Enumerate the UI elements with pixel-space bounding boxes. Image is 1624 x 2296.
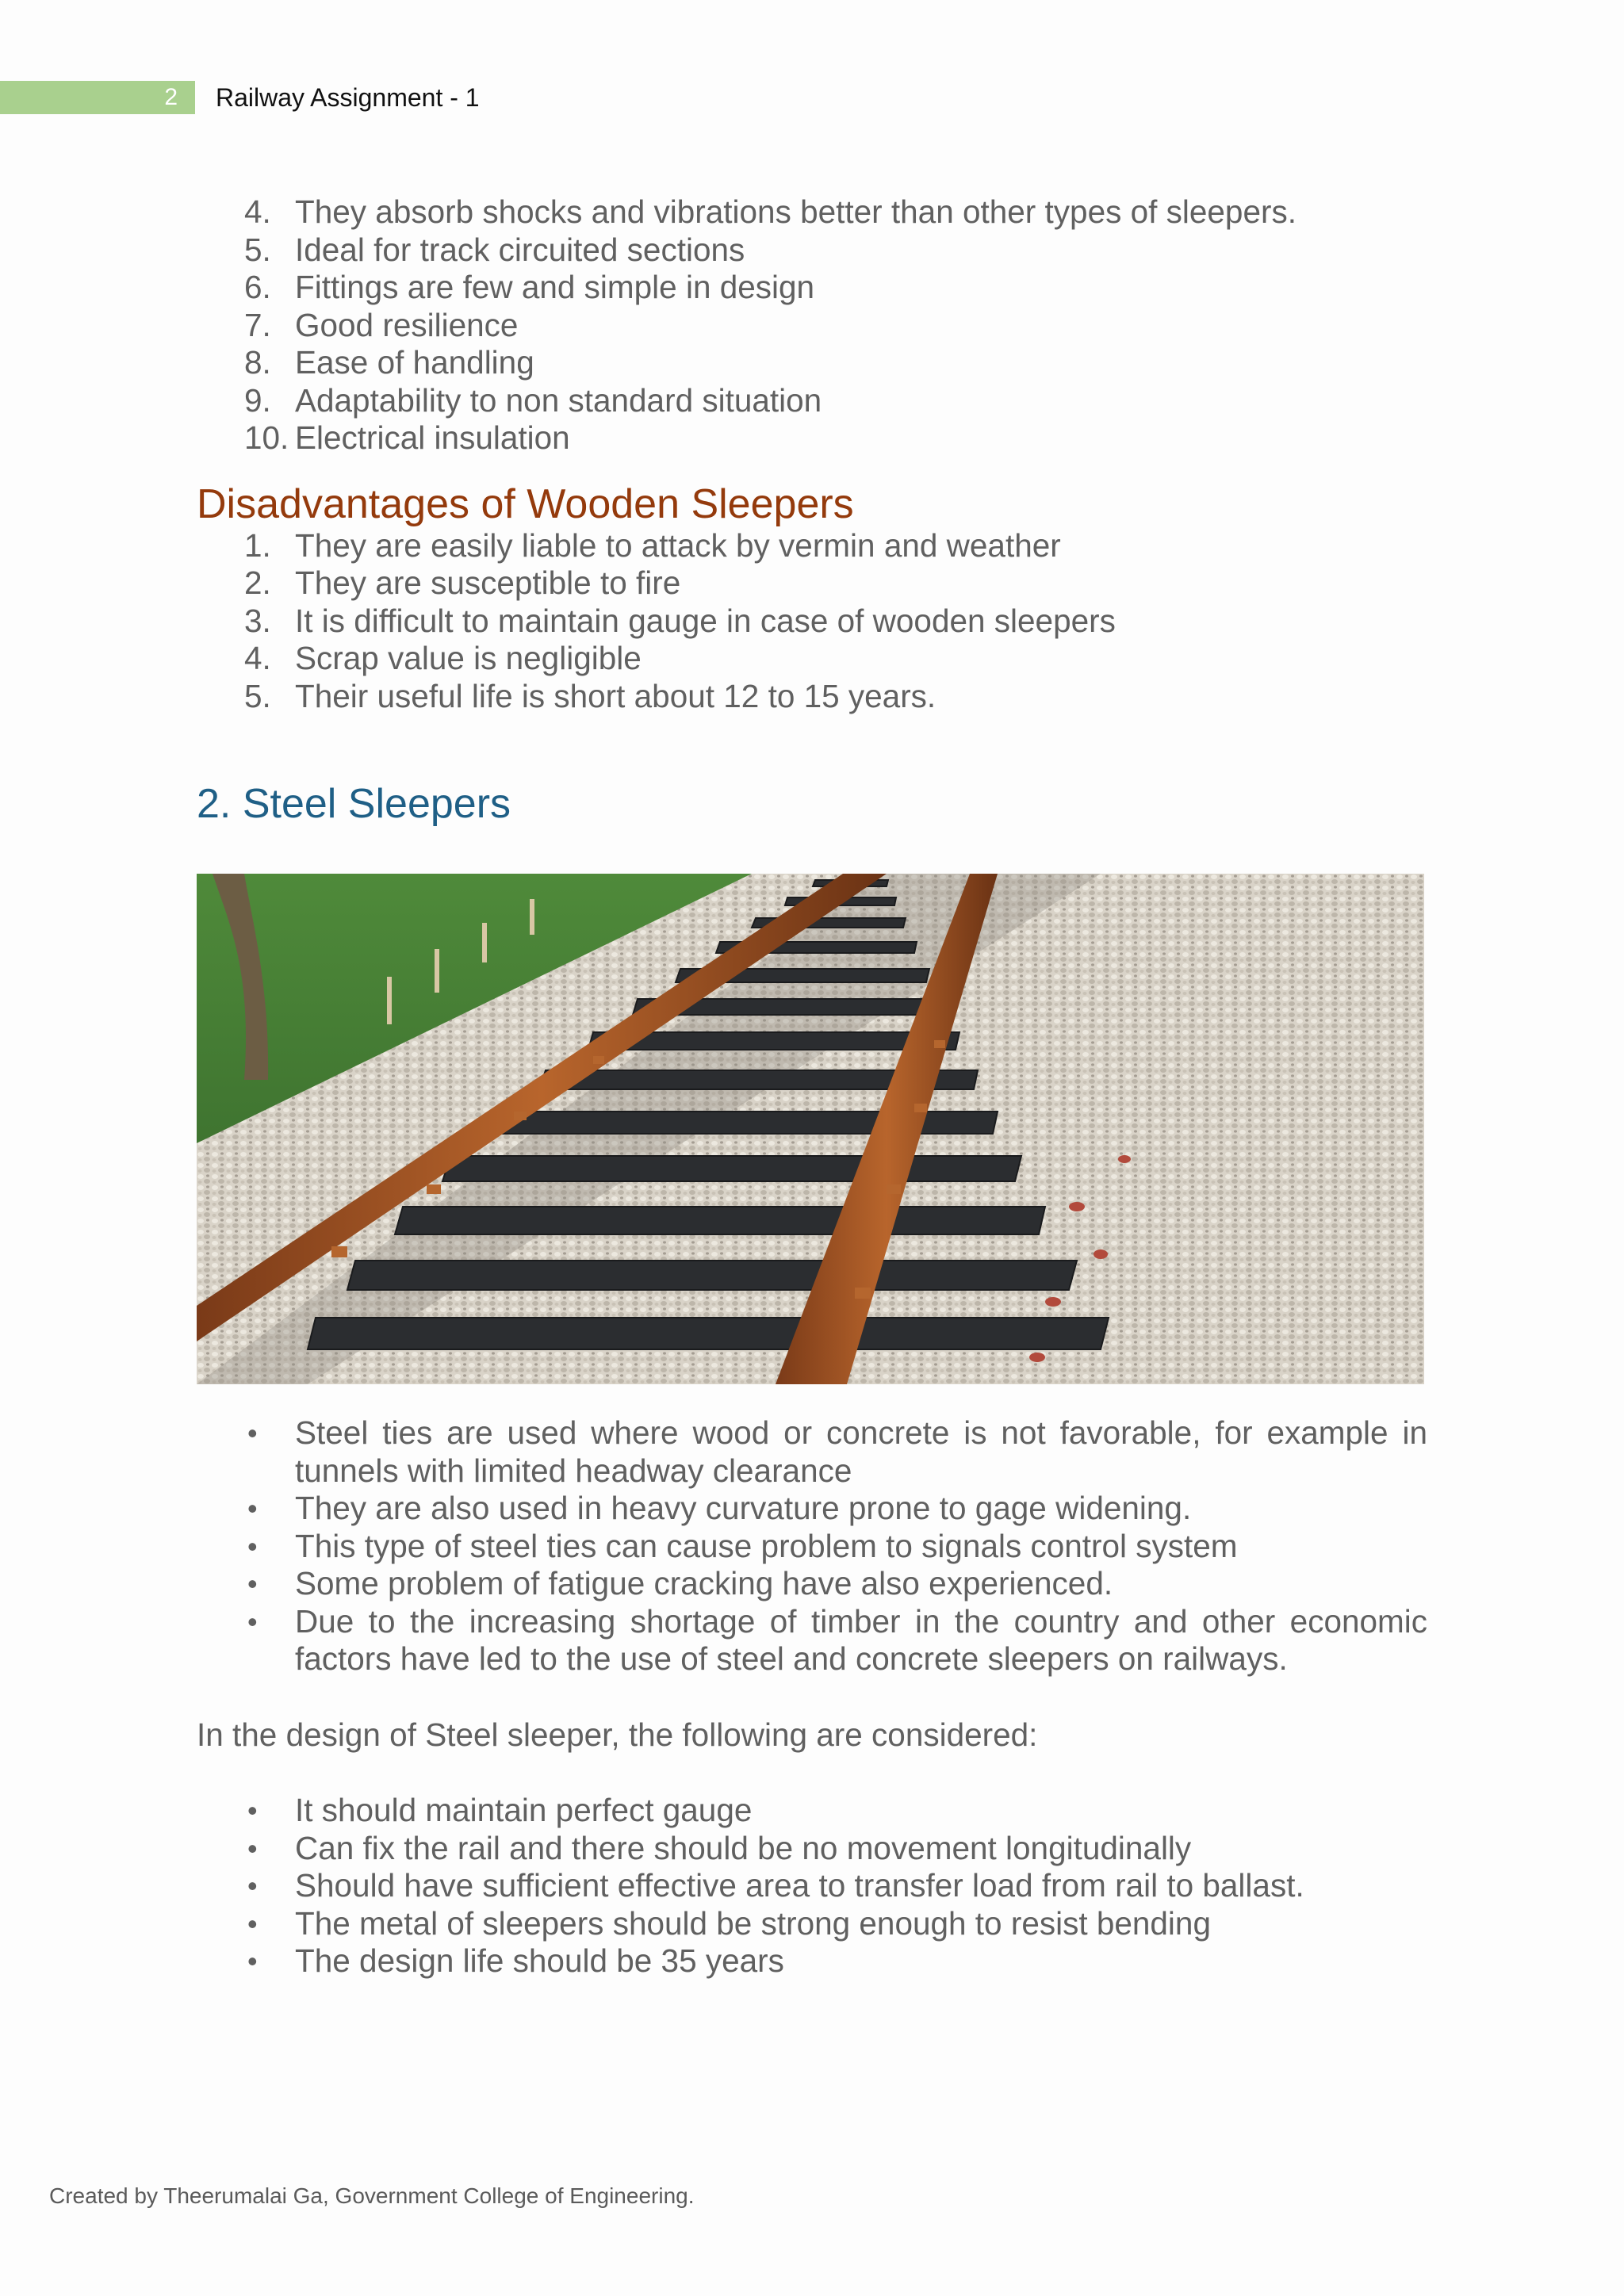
list-item: 1. They are easily liable to attack by vermin and weather [244,526,1061,564]
list-item: 10. Electrical insulation [244,419,570,456]
list-item: 8. Ease of handling [244,344,534,381]
steel-sleepers-heading: 2. Steel Sleepers [197,781,511,827]
page-content [197,193,1427,1980]
list-item: • Should have sufficient effective area to transfer load from rail to ballast. [247,1867,1304,1904]
document-title: Railway Assignment - 1 [216,83,480,112]
steel-sleeper-photo [197,874,1424,1384]
disadvantages-heading: Disadvantages of Wooden Sleepers [197,480,854,527]
list-item: • The design life should be 35 years [247,1942,784,1979]
page-number: 2 [164,84,178,110]
list-item: • It should maintain perfect gauge [247,1792,753,1828]
list-item: 7. Good resilience [244,306,519,343]
list-item: 4. Scrap value is negligible [244,640,642,676]
list-item: • They are also used in heavy curvature prone to gage widening. [247,1490,1192,1526]
list-item: 2. They are susceptible to fire [244,564,681,601]
list-item: 5. Their useful life is short about 12 to 15 years. [244,677,936,714]
list-item: • Due to the increasing shortage of timber in the country and other economic factors have led to the use of steel and concrete sleepers on railways. [247,1602,1427,1677]
list-item: 6. Fittings are few and simple in design [244,269,815,305]
advantages-list [197,193,1427,457]
footer-credit: Created by Theerumalai Ga, Government College of Engineering. [49,2183,695,2208]
list-item: 3. It is difficult to maintain gauge in case of wooden sleepers [244,602,1116,639]
steel-bullets-list [197,1414,1427,1678]
list-item: • Some problem of fatigue cracking have also experienced. [247,1565,1113,1601]
list-item: • Steel ties are used where wood or concrete is not favorable, for example in tunnels with limited headway clearance [247,1414,1427,1489]
design-intro: In the design of Steel sleeper, the following are considered: [197,1716,1038,1753]
design-points-list [197,1792,1427,1980]
list-item: • This type of steel ties can cause problem to signals control system [247,1527,1238,1564]
disadvantages-list [197,527,1427,716]
list-item: • Can fix the rail and there should be no movement longitudinally [247,1829,1192,1866]
list-item: • The metal of sleepers should be strong enough to resist bending [247,1904,1211,1942]
list-item: 5. Ideal for track circuited sections [244,231,745,268]
list-item: 9. Adaptability to non standard situation [244,381,822,419]
list-item: 4. They absorb shocks and vibrations better than other types of sleepers. [244,193,1297,230]
